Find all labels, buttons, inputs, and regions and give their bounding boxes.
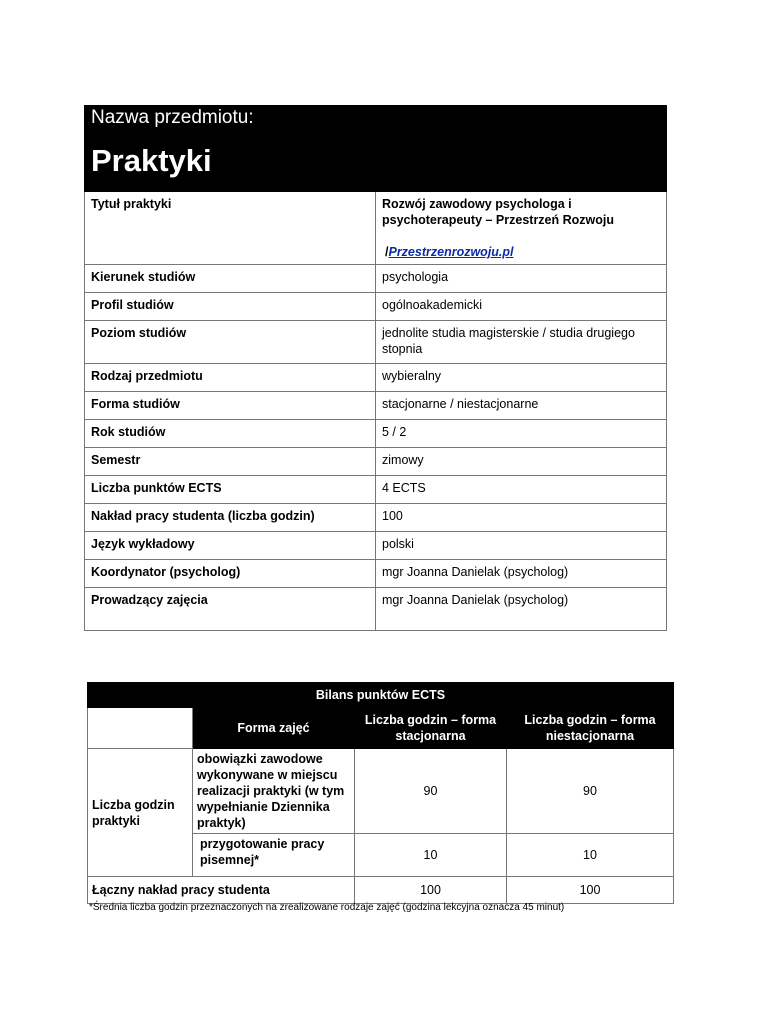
title-line-2: psychoterapeuty – Przestrzeń Rozwoju <box>382 213 615 227</box>
row-label-koordynator: Koordynator (psycholog) <box>85 560 376 588</box>
row-label-prowadzacy: Prowadzący zajęcia <box>85 588 376 631</box>
ects-value-stac-0: 90 <box>355 749 507 834</box>
title-line-1: Rozwój zawodowy psychologa i <box>382 197 572 211</box>
ects-header-stacjonarna: Liczba godzin – forma stacjonarna <box>355 708 507 749</box>
course-name-label: Nazwa przedmiotu: <box>85 106 667 131</box>
ects-form-przygotowanie: przygotowanie pracy pisemnej* <box>193 834 355 877</box>
title-value <box>376 192 667 265</box>
row-value-forma: stacjonarne / niestacjonarne <box>376 392 667 420</box>
row-value-jezyk: polski <box>376 532 667 560</box>
row-label-poziom: Poziom studiów <box>85 321 376 364</box>
ects-form-obowiazki: obowiązki zawodowe wykonywane w miejscu realizacji praktyki (w tym wypełnianie Dziennika praktyk) <box>193 749 355 834</box>
ects-table-title: Bilans punktów ECTS <box>88 683 674 708</box>
website-link[interactable]: Przestrzenrozwoju.pl <box>388 245 514 259</box>
course-name: Praktyki <box>85 131 667 192</box>
row-value-rok: 5 / 2 <box>376 420 667 448</box>
row-value-kierunek: psychologia <box>376 265 667 293</box>
title-label: Tytuł praktyki <box>85 192 376 265</box>
course-info-table <box>84 105 667 631</box>
ects-footnote: *Średnia liczba godzin przeznaczonych na zrealizowane rodzaje zajęć (godzina lekcyjna oznacza 45 minut) <box>89 902 565 913</box>
row-label-kierunek: Kierunek studiów <box>85 265 376 293</box>
row-value-poziom: jednolite studia magisterskie / studia drugiego stopnia <box>376 321 667 364</box>
row-label-naklad: Nakład pracy studenta (liczba godzin) <box>85 504 376 532</box>
row-value-profil: ogólnoakademicki <box>376 293 667 321</box>
row-label-rodzaj: Rodzaj przedmiotu <box>85 364 376 392</box>
ects-header-niestacjonarna: Liczba godzin – forma niestacjonarna <box>507 708 674 749</box>
row-label-ects: Liczba punktów ECTS <box>85 476 376 504</box>
title-link-prefix: / <box>385 245 389 259</box>
row-label-forma: Forma studiów <box>85 392 376 420</box>
ects-value-niestac-1: 10 <box>507 834 674 877</box>
row-value-rodzaj: wybieralny <box>376 364 667 392</box>
ects-value-stac-1: 10 <box>355 834 507 877</box>
ects-balance-table <box>87 682 674 904</box>
row-label-semestr: Semestr <box>85 448 376 476</box>
ects-header-empty <box>88 708 193 749</box>
row-label-rok: Rok studiów <box>85 420 376 448</box>
ects-group-label: Liczba godzin praktyki <box>88 749 193 877</box>
ects-value-niestac-0: 90 <box>507 749 674 834</box>
row-label-profil: Profil studiów <box>85 293 376 321</box>
ects-total-stac: 100 <box>355 877 507 904</box>
ects-header-form: Forma zajęć <box>193 708 355 749</box>
row-value-ects: 4 ECTS <box>376 476 667 504</box>
row-value-prowadzacy: mgr Joanna Danielak (psycholog) <box>376 588 667 631</box>
ects-total-label: Łączny nakład pracy studenta <box>88 877 355 904</box>
row-label-jezyk: Język wykładowy <box>85 532 376 560</box>
row-value-koordynator: mgr Joanna Danielak (psycholog) <box>376 560 667 588</box>
row-value-naklad: 100 <box>376 504 667 532</box>
row-value-semestr: zimowy <box>376 448 667 476</box>
ects-total-niestac: 100 <box>507 877 674 904</box>
title-link-line <box>382 244 660 260</box>
